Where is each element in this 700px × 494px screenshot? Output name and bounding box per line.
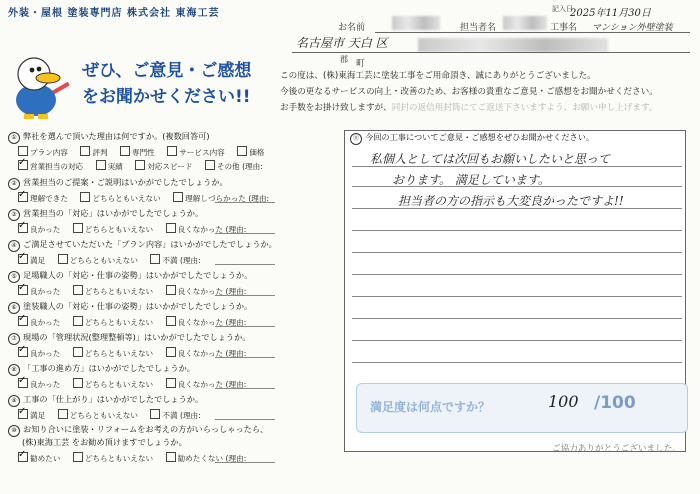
question-11: ⑪ 今回の工事についてご意見・ご感想をぜひお聞かせください。 <box>350 132 594 145</box>
satisfaction-max: /100 <box>594 393 636 413</box>
checkbox[interactable] <box>173 192 183 202</box>
duck-mascot-icon <box>6 50 76 122</box>
reason-line[interactable] <box>215 202 275 203</box>
checkbox[interactable] <box>80 192 90 202</box>
catch-line1: ぜひ、ご意見・ご感想 <box>82 61 252 81</box>
question-8: ⑧ 「工事の進め方」はいかがでしたでしょうか。 <box>8 363 195 376</box>
q5-options: ✓良かった どちらともいえない 良くなかった (理由: <box>18 285 246 297</box>
intro-line2: 今後の更なるサービスの向上・改善のため、お客様の貴重なご意見・ご感想をお聞かせください。 <box>280 87 658 97</box>
checkbox-checked[interactable] <box>18 192 28 202</box>
ruled-line <box>352 252 682 253</box>
gun-label: 郡 <box>340 55 348 64</box>
ruled-line <box>352 362 682 363</box>
checkbox[interactable] <box>96 160 106 170</box>
reason-line[interactable] <box>215 264 275 265</box>
q2-options: ✓理解できた どちらともいえない 理解しづらかった (理由: <box>18 192 269 204</box>
checkbox[interactable] <box>166 452 176 462</box>
reason-line[interactable] <box>215 462 275 463</box>
checkbox-checked[interactable] <box>18 160 28 170</box>
question-3: ③ 営業担当の「対応」はいかがでしたでしょうか。 <box>8 208 203 221</box>
staff-label: 担当者名 <box>460 23 497 33</box>
checkbox-checked[interactable] <box>18 254 28 264</box>
company-header: 外装・屋根 塗装専門店 株式会社 東海工芸 <box>8 8 220 19</box>
checkbox[interactable] <box>166 347 176 357</box>
checkbox[interactable] <box>150 254 160 264</box>
ruled-line <box>352 274 682 275</box>
checkbox[interactable] <box>73 223 83 233</box>
reason-line[interactable] <box>215 357 275 358</box>
q7-options: ✓良かった どちらともいえない 良くなかった (理由: <box>18 347 246 359</box>
address-city[interactable]: 名古屋市 天白 区 <box>296 36 388 50</box>
checkbox[interactable] <box>58 409 68 419</box>
intro-line3-dim: 同封の返信用封筒にてご返送下さいますよう、お願い申し上げます。 <box>391 103 658 113</box>
reason-line[interactable] <box>215 295 275 296</box>
q8-options: ✓良かった どちらともいえない 良くなかった (理由: <box>18 378 246 390</box>
intro-line1: この度は、(株)東海工芸に塗装工事をご用命頂き、誠にありがとうございました。 <box>280 71 596 81</box>
checkbox-checked[interactable] <box>18 452 28 462</box>
question-5: ⑤ 足場職人の「対応・仕事の姿勢」はいかがでしたでしょうか。 <box>8 270 252 283</box>
date-label: 記入日 <box>552 5 573 13</box>
q1-options-a: プラン内容 評判 専門性 サービス内容 価格 <box>18 146 264 158</box>
q6-options: ✓良かった どちらともいえない 良くなかった (理由: <box>18 316 246 328</box>
address-redacted <box>418 38 608 52</box>
catch-line2: をお聞かせください!! <box>82 87 251 107</box>
question-4: ④ ご満足させていただいた「プラン内容」はいかがでしたでしょうか。 <box>8 239 277 252</box>
checkbox-checked[interactable] <box>18 223 28 233</box>
date-value[interactable]: 2025年11月30日 <box>570 8 651 19</box>
question-10-line2: (株)東海工芸 をお勧め頂けますでしょうか。 <box>22 437 187 447</box>
question-7: ⑦ 現場の「管理状況(整理整頓等)」はいかがでしたでしょうか。 <box>8 332 250 345</box>
staff-value-redacted <box>503 16 547 30</box>
address-underline <box>292 52 690 53</box>
comment-line2: おります。 満足しています。 <box>392 173 550 187</box>
checkbox[interactable] <box>135 160 145 170</box>
comment-line3: 担当者の方の指示も大変良かったですよ!! <box>398 194 624 208</box>
checkbox[interactable] <box>80 146 90 156</box>
catchphrase <box>82 58 251 110</box>
checkbox-checked[interactable] <box>18 316 28 326</box>
question-2: ② 営業担当のご提案・ご説明はいかがでしたでしょうか。 <box>8 177 228 190</box>
comment-line1: 私個人としては次回もお願いしたいと思って <box>370 152 611 166</box>
checkbox[interactable] <box>166 223 176 233</box>
reason-line[interactable] <box>215 233 275 234</box>
checkbox[interactable] <box>120 146 130 156</box>
satisfaction-label: 満足度は何点ですか？ <box>370 400 491 414</box>
checkbox[interactable] <box>73 378 83 388</box>
checkbox[interactable] <box>73 285 83 295</box>
checkbox[interactable] <box>58 254 68 264</box>
checkbox[interactable] <box>166 285 176 295</box>
checkbox-checked[interactable] <box>18 347 28 357</box>
intro-text <box>280 68 658 116</box>
checkbox[interactable] <box>166 378 176 388</box>
question-6: ⑥ 塗装職人の「対応・仕事の姿勢」はいかがでしたでしょうか。 <box>8 301 252 314</box>
checkbox[interactable] <box>73 452 83 462</box>
reason-line[interactable] <box>215 326 275 327</box>
intro-line3: お手数をお掛け致しますが、 <box>280 103 392 113</box>
reason-line[interactable] <box>215 419 275 420</box>
satisfaction-value[interactable]: 100 <box>548 392 579 411</box>
form-underline-1 <box>450 32 690 33</box>
name-label: お名前 <box>338 23 366 33</box>
ruled-line <box>352 296 682 297</box>
checkbox[interactable] <box>205 160 215 170</box>
name-value-redacted <box>392 16 440 30</box>
question-10: ⑩ お知り合いに塗装・リフォームをお考えの方がいらっしゃったら、 <box>8 424 268 437</box>
q1-options-b: ✓営業担当の対応 実績 対応スピード その他 (理由: <box>18 160 263 172</box>
q10-options: ✓勧めたい どちらともいえない 勧めたくない (理由: <box>18 452 246 464</box>
ruled-line <box>352 230 682 231</box>
checkbox[interactable] <box>18 146 28 156</box>
work-label: 工事名 <box>550 23 578 33</box>
q4-options: ✓満足 どちらともいえない 不満 (理由: <box>18 254 201 266</box>
q-num: ① <box>8 132 20 144</box>
q3-options: ✓良かった どちらともいえない 良くなかった (理由: <box>18 223 246 235</box>
work-value[interactable]: マンション外壁塗装 <box>592 23 673 33</box>
thanks-text: ご協力ありがとうございました。 <box>552 444 681 454</box>
name-underline <box>375 32 455 33</box>
checkbox[interactable] <box>167 146 177 156</box>
checkbox-checked[interactable] <box>18 409 28 419</box>
question-9: ⑨ 工事の「仕上がり」はいかがでしたでしょうか。 <box>8 394 203 407</box>
q9-options: ✓満足 どちらともいえない 不満 (理由: <box>18 409 201 421</box>
checkbox[interactable] <box>166 316 176 326</box>
reason-line[interactable] <box>215 388 275 389</box>
checkbox[interactable] <box>73 347 83 357</box>
ruled-line <box>352 318 682 319</box>
checkbox-checked[interactable] <box>18 285 28 295</box>
checkbox-checked[interactable] <box>18 378 28 388</box>
question-1: ① 弊社を選んで頂いた理由は何ですか。(複数回答可) <box>8 131 210 144</box>
ruled-line <box>352 340 682 341</box>
checkbox[interactable] <box>73 316 83 326</box>
checkbox[interactable] <box>150 409 160 419</box>
checkbox[interactable] <box>237 146 247 156</box>
town-label: 町 <box>356 59 366 69</box>
